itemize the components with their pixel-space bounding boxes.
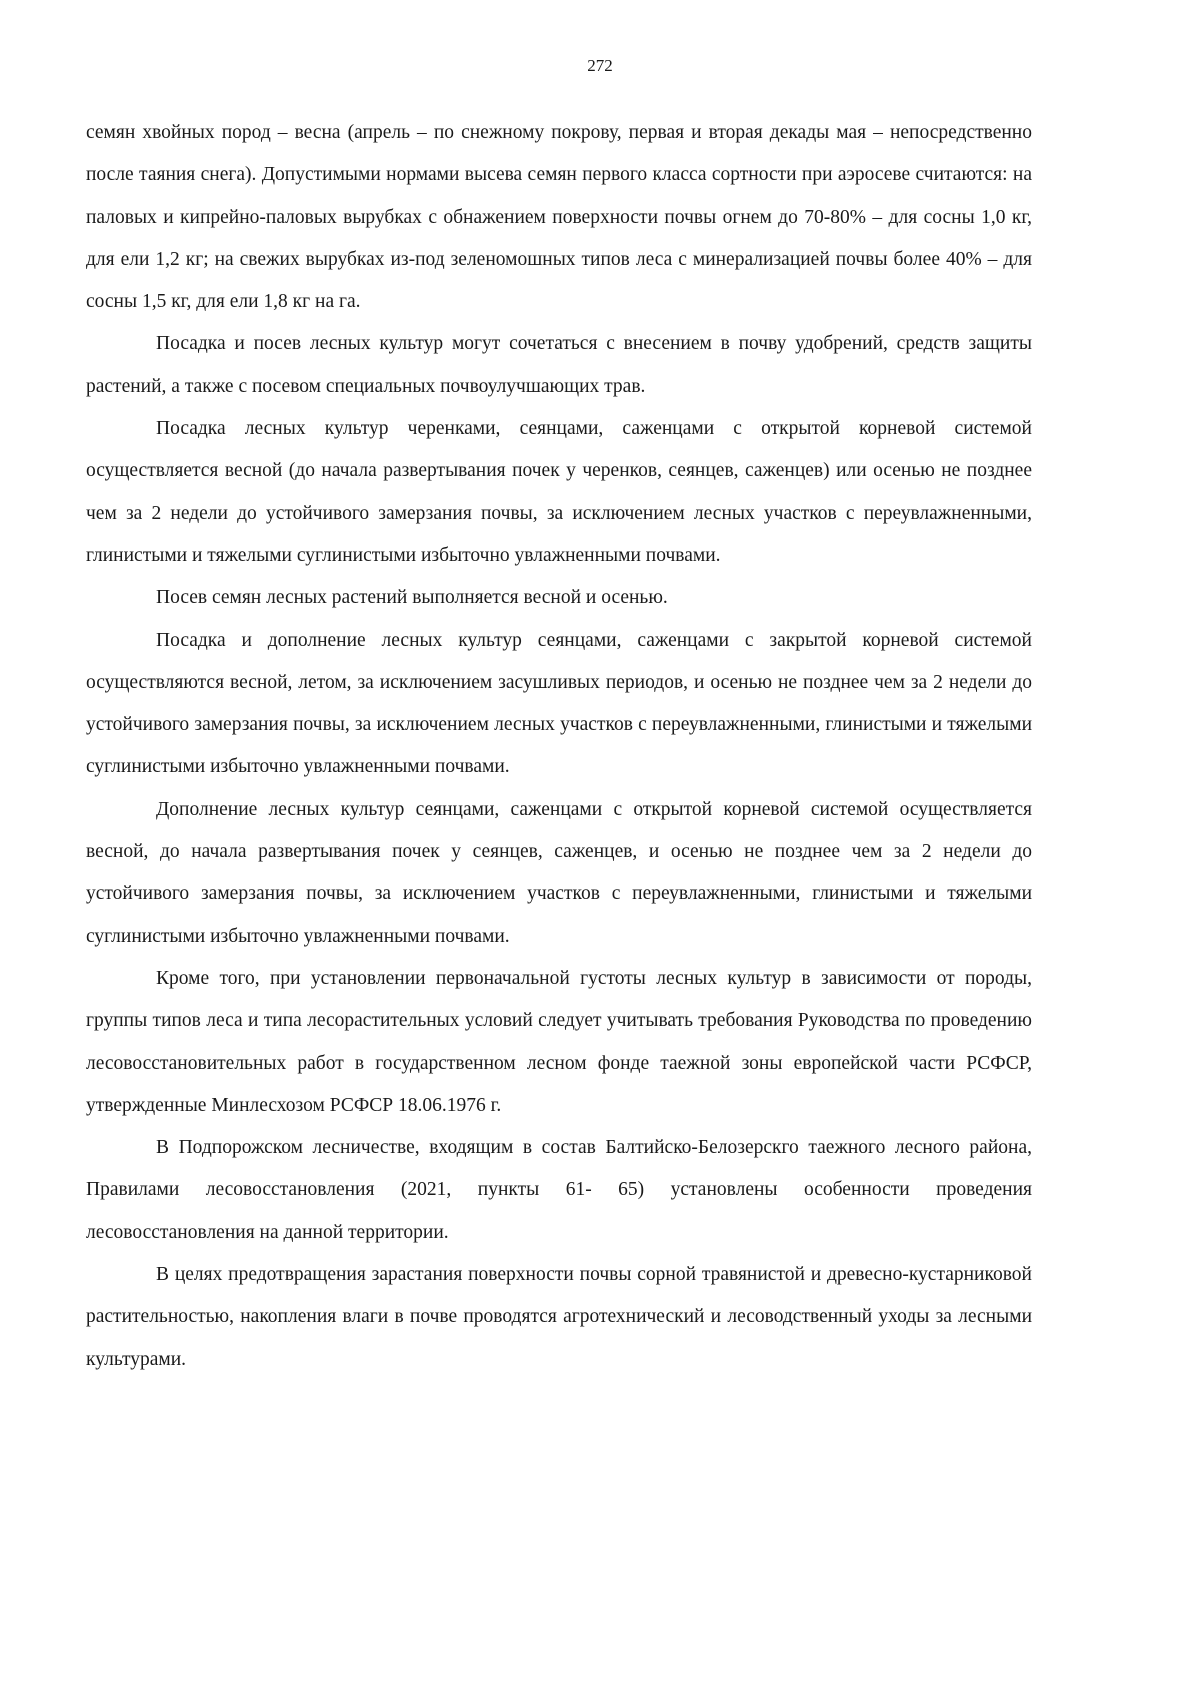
paragraph: В целях предотвращения зарастания поверхности почвы сорной травянистой и древесно-кустарниковой растительностью, накопления влаги в почве проводятся агротехнический и лесоводственный уходы за лесными культурами. xyxy=(86,1264,1032,1370)
paragraph: Кроме того, при установлении первоначальной густоты лесных культур в зависимости от породы, группы типов леса и типа лесорастительных условий следует учитывать требования Руководства по проведению лесовосстановительных работ в государственном лесном фонде таежной зоны европейской части РСФСР, утвержденные Минлесхозом РСФСР 18.06.1976 г. xyxy=(86,967,1032,1116)
document-body xyxy=(86,112,1032,1381)
page-number: 272 xyxy=(587,56,613,75)
paragraph: Посев семян лесных растений выполняется весной и осенью. xyxy=(156,587,668,609)
paragraph: Дополнение лесных культур сеянцами, саженцами с открытой корневой системой осуществляется весной, до начала развертывания почек у сеянцев, саженцев, и осенью не позднее чем за 2 недели до устойчивого замерзания почвы, за исключением участков с переувлажненными, глинистыми и тяжелыми суглинистыми избыточно увлажненными почвами. xyxy=(86,798,1032,947)
paragraph-continuation: семян хвойных пород – весна (апрель – по снежному покрову, первая и вторая декады мая – непосредственно после таяния снега). Допустимыми нормами высева семян первого класса сортности при аэросеве считаются: на паловых и кипрейно-паловых вырубках с обнажением поверхности почвы огнем до 70-80% – для сосны 1,0 кг, для ели 1,2 кг; на свежих вырубках из-под зеленомошных типов леса с минерализацией почвы более 40% – для сосны 1,5 кг, для ели 1,8 кг на га. xyxy=(86,122,1032,313)
paragraph: Посадка лесных культур черенками, сеянцами, саженцами с открытой корневой системой осуществляется весной (до начала развертывания почек у черенков, сеянцев, саженцев) или осенью не позднее чем за 2 недели до устойчивого замерзания почвы, за исключением лесных участков с переувлажненными, глинистыми и тяжелыми суглинистыми избыточно увлажненными почвами. xyxy=(86,418,1032,566)
paragraph: В Подпорожском лесничестве, входящим в состав Балтийско-Белозерскго таежного лесного района, Правилами лесовосстановления (2021, пункты 61- 65) установлены особенности проведения лесовосстановления на данной территории. xyxy=(86,1137,1032,1243)
paragraph: Посадка и дополнение лесных культур сеянцами, саженцами с закрытой корневой системой осуществляются весной, летом, за исключением засушливых периодов, и осенью не позднее чем за 2 недели до устойчивого замерзания почвы, за исключением лесных участков с переувлажненными, глинистыми и тяжелыми суглинистыми избыточно увлажненными почвами. xyxy=(86,629,1032,778)
paragraph: Посадка и посев лесных культур могут сочетаться с внесением в почву удобрений, средств защиты растений, а также с посевом специальных почвоулучшающих трав. xyxy=(86,333,1032,397)
